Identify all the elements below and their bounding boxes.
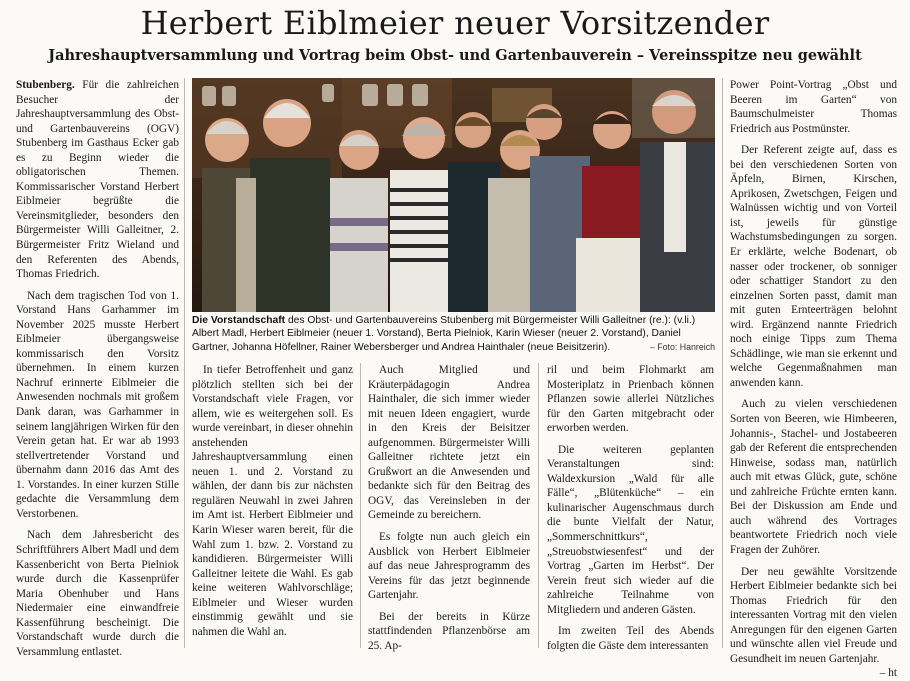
caption-lead: Die Vorstandschaft xyxy=(192,315,286,326)
paragraph: Es folgte nun auch gleich ein Ausblick von Herbert Eiblmeier auf das neue Jahresprogramm des Vereins für das jetzt beginnende Gartenjahr. xyxy=(368,531,530,602)
column-rule xyxy=(360,363,361,648)
caption-text: des Obst- und Gartenbauvereins Stubenberg mit Bürgermeister Willi Galleitner (re.): (v.li.) Albert Madl, Herbert Eiblmeier (neuer 1. Vorstand), Berta Pielniok, Karin Wieser (neuer 2. Vorstand), Daniel Gartner, Johanna Höfellner, Rainer Webersberger und Andrea Hainthaler (neue Beisitzerin). xyxy=(192,315,696,353)
article-column-2 xyxy=(192,363,353,648)
paragraph: Power Point-Vortrag „Obst und Beeren im Garten“ von Baumschulmeister Thomas Friedrich aus Postmünster. xyxy=(730,79,897,135)
paragraph: Nach dem tragischen Tod von 1. Vorstand Hans Garhammer im November 2025 musste Herbert Eiblmeier übergangsweise kommissarisch den Vorsitz übernehmen. In einem kurzen Nachruf erinnerte Eiblmeier die Anwesenden nochmals mit großem Dank daran, was Garhammer in seinem langjährigen Wirken für den Verein getan hat. Er war ab 1993 stellvertretender Vorstand und übernahm dann 2016 das Amt des 1. Vorstandes. In einer kurzen Stille gedachte die Versammlung dem Verstorbenen. xyxy=(16,289,179,520)
paragraph: Im zweiten Teil des Abends folgten die Gäste dem interessanten xyxy=(547,625,714,652)
headline: Herbert Eiblmeier neuer Vorsitzender xyxy=(140,4,770,42)
article-column-1 xyxy=(16,78,179,658)
paragraph: Auch Mitglied und Kräuterpädagogin Andrea Hainthaler, die sich immer wieder mit neuen Ideen engagiert, wurde in den Kreis der Beisitzer aufgenommen. Bürgermeister Willi Galleitner richtete jetzt ein Grußwort an die Anwesenden und bedankte sich für den Beitrag des OGV, das Vereinsleben in der Gemeinde zu bereichern. xyxy=(368,364,530,522)
paragraph: Die weiteren geplanten Veranstaltungen sind: Waldexkursion „Wald für alle Fälle“, „Blütenküche“ – ein kulinarischer Augenschmaus durch die bunte Vielfalt der Natur, „Sommerschnittkurs“, „Streuobstwiesenfest“ und der Vortrag „Garten im Herbst“. Der Verein freut sich wieder auf die zahlreiche Teilnahme von Mitgliedern und anderen Gästen. xyxy=(547,443,714,616)
paragraph-text: Der neu gewählte Vorsitzende Herbert Eiblmeier bedankte sich bei Thomas Friedrich für den interessanten Vortrag mit den vielen Anregungen für den eigenen Garten und wünschte allen viel Freude und Gesundheit im neuen Gartenjahr. xyxy=(730,565,897,665)
photo-caption xyxy=(192,314,715,354)
column-rule xyxy=(722,78,723,648)
paragraph xyxy=(16,78,179,282)
paragraph: Der Referent zeigte auf, dass es bei den verschiedenen Sorten von Äpfeln, Birnen, Kirschen, Aprikosen, Zwetschgen, Feigen und Walnüssen wichtig und von Vorteil ist, jeweils für günstige Wachstumsbedingungen zu sorgen. Er erklärte, welche Bodenart, ob nasser oder trockener, ob sonniger oder schattiger Standort zu den einzelnen Sorten passt, damit man mit guten Ernteerträgen belohnt wird. Ergänzend nannte Friedrich noch einige Tipps zum Thema Schädlinge, wie man sie erkennt und welche Gegenmaßnahmen man anwenden kann. xyxy=(730,144,897,389)
paragraph: Auch zu vielen verschiedenen Sorten von Beeren, wie Himbeeren, Johannis-, Stachel- und Jostabeeren gab der Referent die entsprechenden Hinweise, sodass man, natürlich auch mit etwas Glück, gute, schöne und zahlreiche Früchte ernten kann. Bei der Diskussion am Ende und auch während des Vortrages beantwortete Friedrich noch viele Fragen der Zuhörer. xyxy=(730,398,897,556)
paragraph xyxy=(730,565,897,680)
article-column-4 xyxy=(547,363,714,652)
paragraph: ril und beim Flohmarkt am Mosteriplatz in Prienbach können Pflanzen sowie allerlei Nützliches für den Garten mitgebracht oder erworben werden. xyxy=(547,364,714,435)
subheadline: Jahreshauptversammlung und Vortrag beim Obst- und Gartenbauverein – Vereinsspitze neu gewählt xyxy=(48,47,862,64)
article-column-3 xyxy=(368,363,530,652)
article-column-5 xyxy=(730,78,897,680)
column-rule xyxy=(184,78,185,648)
paragraph-text: Für die zahlreichen Besucher der Jahreshauptversammlung des Obst- und Gartenbauvereins (OGV) Stubenberg im Gasthaus Ecker gab es zu Beginn wieder die obligatorischen Themen. Kommissarischer Vorstand Herbert Eiblmeier begrüßte die Vereinsmitglieder, besonders den Bürgermeister Willi Galleitner, 2. Bürgermeister Fritz Wieland und den Referenten des Abends, Thomas Friedrich. xyxy=(16,79,179,281)
group-photo xyxy=(192,78,715,312)
dateline: Stubenberg. xyxy=(16,79,75,91)
group-photo-image xyxy=(192,78,715,312)
paragraph: In tiefer Betroffenheit und ganz plötzlich stellten sich bei der Vorstandschaft viele Fragen, vor allem, wie es weitergehen soll. Es wurde vereinbart, in dieser ohnehin anstehenden Jahreshauptversammlung einen neuen 1. und 2. Vorstand zu wählen, der dann bis zur nächsten regulären Neuwahl in zwei Jahren im Amt ist. Herbert Eiblmeier und Karin Wieser waren bereit, für die Wahl zum 1. bzw. 2. Vorstand zu kandidieren. Bürgermeister Willi Galleitner leitete die Wahl. Es gab keine weiteren Wahlvorschläge; Eiblmeier und Wieser wurden einstimmig gewählt und sie nahmen die Wahl an. xyxy=(192,364,353,638)
author-signature: – ht xyxy=(879,667,897,680)
paragraph: Nach dem Jahresbericht des Schriftführers Albert Madl und dem Kassenbericht von Berta Pielniok wurde durch die Kassenprüfer Maria Obenhuber und Hans Niedermaier eine einwandfreie Kassenführung bescheinigt. Die Vorstandschaft wurde durch die Versammlung entlastet. xyxy=(16,529,179,658)
column-rule xyxy=(538,363,539,648)
photo-credit: – Foto: Hanreich xyxy=(649,341,715,352)
paragraph: Bei der bereits in Kürze stattfindenden Pflanzenbörse am 25. Ap- xyxy=(368,610,530,652)
